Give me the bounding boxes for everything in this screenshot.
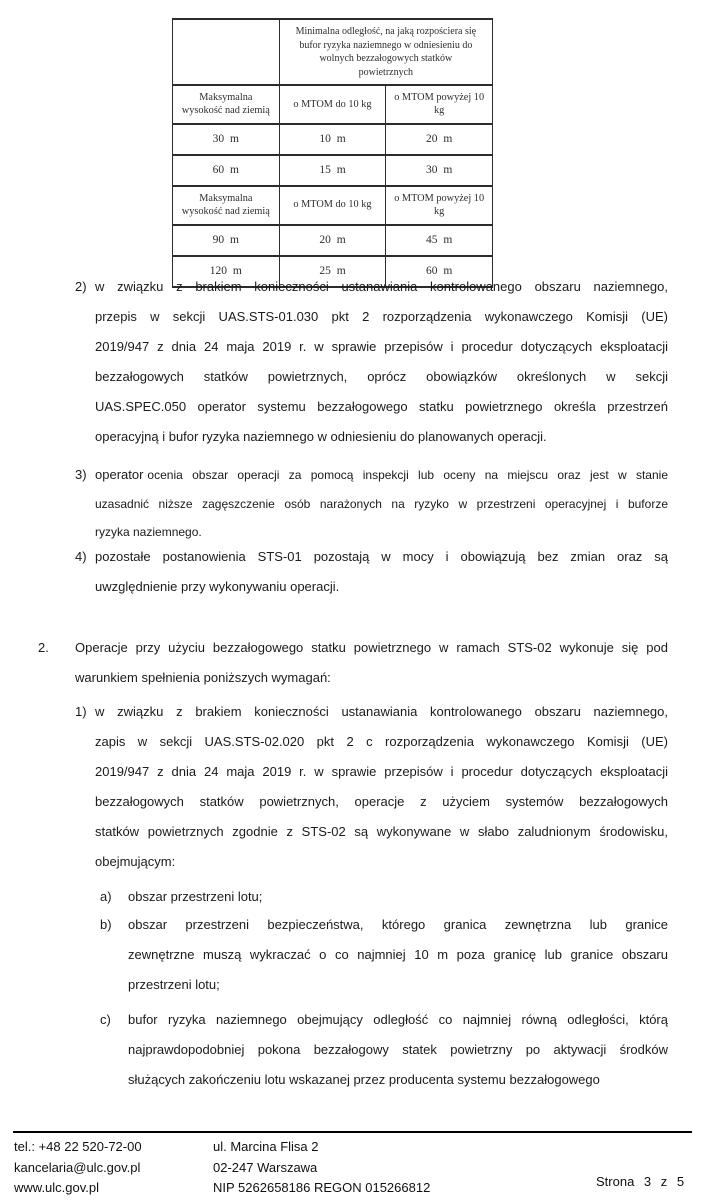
table-cell: 90 m	[173, 225, 280, 256]
text-line: uzasadnić niższe zagęszczenie osób narażonych na ryzyko w przestrzeni operacyjnej i buforze	[95, 496, 668, 511]
distance-table	[172, 18, 493, 288]
list-item-sub-b	[100, 910, 668, 1000]
list-item-number: c)	[100, 1012, 111, 1027]
list-item-main-2	[38, 633, 668, 693]
table-cell: 45 m	[386, 225, 493, 256]
text-line: uwzględnienie przy wykonywaniu operacji.	[95, 579, 340, 594]
list-item-text	[128, 910, 668, 1000]
list-item-sts02-1	[75, 697, 668, 877]
list-item-sts01-2	[75, 272, 668, 452]
list-item-number: a)	[100, 889, 112, 904]
text-line: warunkiem spełnienia poniższych wymagań:	[75, 670, 331, 685]
table-row	[173, 85, 493, 124]
list-item-sub-a	[100, 882, 668, 912]
list-item-sub-c	[100, 1005, 668, 1095]
table-row	[173, 124, 493, 155]
text-line: obszar przestrzeni bezpieczeństwa, którego granica zewnętrzna lub granice	[128, 917, 668, 932]
table-cell-empty	[173, 19, 280, 85]
text-line: Operacje przy użyciu bezzałogowego statku powietrznego w ramach STS-02 wykonuje się pod	[75, 640, 668, 655]
table-cell: 10 m	[279, 124, 386, 155]
text-line: www.ulc.gov.pl	[14, 1180, 100, 1195]
footer-address-column	[213, 1137, 430, 1199]
text-line: 2019/947 z dnia 24 maja 2019 r. w sprawie przepisów i procedur dotyczących eksploatacji	[95, 764, 668, 779]
table-cell: o MTOM powyżej 10 kg	[386, 85, 493, 124]
table-cell: 30 m	[386, 155, 493, 186]
text-line: pozostałe postanowienia STS-01 pozostają w mocy i obowiązują bez zmian oraz są	[95, 549, 668, 564]
text-line: 02-247 Warszawa	[213, 1159, 318, 1175]
list-item-number: 1)	[75, 704, 87, 719]
list-item-number: 2)	[75, 279, 87, 294]
text-line: przepis w sekcji UAS.STS-01.030 pkt 2 rozporządzenia wykonawczego Komisji (UE)	[95, 309, 668, 324]
text-line: 2019/947 z dnia 24 maja 2019 r. w sprawie przepisów i procedur dotyczących eksploatacji	[95, 339, 668, 354]
text-line: służących zakończeniu lotu wskazanej przez producenta systemu bezzałogowego	[128, 1072, 600, 1087]
table-cell: o MTOM powyżej 10 kg	[386, 186, 493, 225]
text-line: UAS.SPEC.050 operator systemu bezzałogowego statku powietrznego określa przestrzeń	[95, 399, 668, 414]
table-row	[173, 19, 493, 85]
text-line: bufor ryzyka naziemnego obejmujący odległość co najmniej równą odległości, którą	[128, 1012, 668, 1027]
table-row	[173, 225, 493, 256]
table-cell: Maksymalna wysokość nad ziemią	[173, 186, 280, 225]
list-item-sts01-3	[75, 461, 668, 547]
table-row	[173, 186, 493, 225]
table-row	[173, 155, 493, 186]
text-line: ocenia obszar operacji za pomocą inspekcji lub oceny na miejscu oraz jest w stanie	[147, 468, 668, 482]
list-item-text	[95, 272, 668, 452]
text-line: operacyjną i bufor ryzyka naziemnego w odniesieniu do planowanych operacji.	[95, 429, 547, 444]
list-item-text	[128, 882, 668, 912]
list-item-text	[75, 633, 668, 693]
text-line: przestrzeni lotu;	[128, 977, 220, 992]
table-cell: 25 m	[279, 256, 386, 287]
item-lead-word: operator	[95, 467, 144, 482]
text-line: zapis w sekcji UAS.STS-02.020 pkt 2 c rozporządzenia wykonawczego Komisji (UE)	[95, 734, 668, 749]
list-item-text	[128, 1005, 668, 1095]
ground-risk-buffer-table	[172, 18, 493, 288]
text-line: w związku z brakiem konieczności ustanawiania kontrolowanego obszaru naziemnego,	[95, 704, 668, 719]
table-cell: 60 m	[386, 256, 493, 287]
text-line: zewnętrzne muszą wykraczać o co najmniej 10 m poza granicę lub granice obszaru	[128, 947, 668, 962]
list-item-number: 3)	[75, 467, 87, 482]
text-line: bezzałogowych statków powietrznych, oprócz obowiązków określonych w sekcji	[95, 369, 668, 384]
text-line: tel.: +48 22 520-72-00	[14, 1139, 142, 1154]
text-line: ryzyka naziemnego.	[95, 525, 202, 539]
table-cell: 15 m	[279, 155, 386, 186]
text-line: obejmującym:	[95, 854, 176, 869]
footer-contact-column	[14, 1137, 142, 1199]
list-item-text	[95, 461, 668, 547]
table-cell: 120 m	[173, 256, 280, 287]
table-merged-header: Minimalna odległość, na jaką rozpościera się bufor ryzyka naziemnego w odniesieniu do wolnych bezzałogowych statków powietrznych	[279, 19, 492, 85]
table-cell: 20 m	[386, 124, 493, 155]
list-item-number: b)	[100, 917, 112, 932]
table-cell: 20 m	[279, 225, 386, 256]
text-line: ul. Marcina Flisa 2	[213, 1139, 319, 1154]
table-cell: o MTOM do 10 kg	[279, 85, 386, 124]
text-line	[95, 461, 668, 490]
table-cell: 30 m	[173, 124, 280, 155]
table-cell: Maksymalna wysokość nad ziemią	[173, 85, 280, 124]
text-line: NIP 5262658186 REGON 015266812	[213, 1180, 431, 1195]
text-line: w związku z brakiem konieczności ustanawiania kontrolowanego obszaru naziemnego,	[95, 279, 668, 294]
text-line: obszar przestrzeni lotu;	[128, 889, 263, 904]
table-cell: 60 m	[173, 155, 280, 186]
footer-divider	[13, 1131, 692, 1133]
text-line: najprawdopodobniej pokona bezzałogowy statek powietrzny po aktywacji środków	[128, 1042, 668, 1057]
list-item-sts01-4	[75, 542, 668, 602]
list-item-text	[95, 697, 668, 877]
text-line: bezzałogowych statków powietrznych, operacje z użyciem systemów bezzałogowych	[95, 794, 668, 809]
list-item-text	[95, 542, 668, 602]
text-line: kancelaria@ulc.gov.pl	[14, 1159, 141, 1175]
list-item-number: 2.	[38, 640, 49, 655]
text-line: statków powietrznych zgodnie z STS-02 są wykonywane w słabo zaludnionym środowisku,	[95, 824, 668, 839]
list-item-number: 4)	[75, 549, 87, 564]
page-number: Strona 3 z 5	[596, 1174, 685, 1189]
table-cell: o MTOM do 10 kg	[279, 186, 386, 225]
